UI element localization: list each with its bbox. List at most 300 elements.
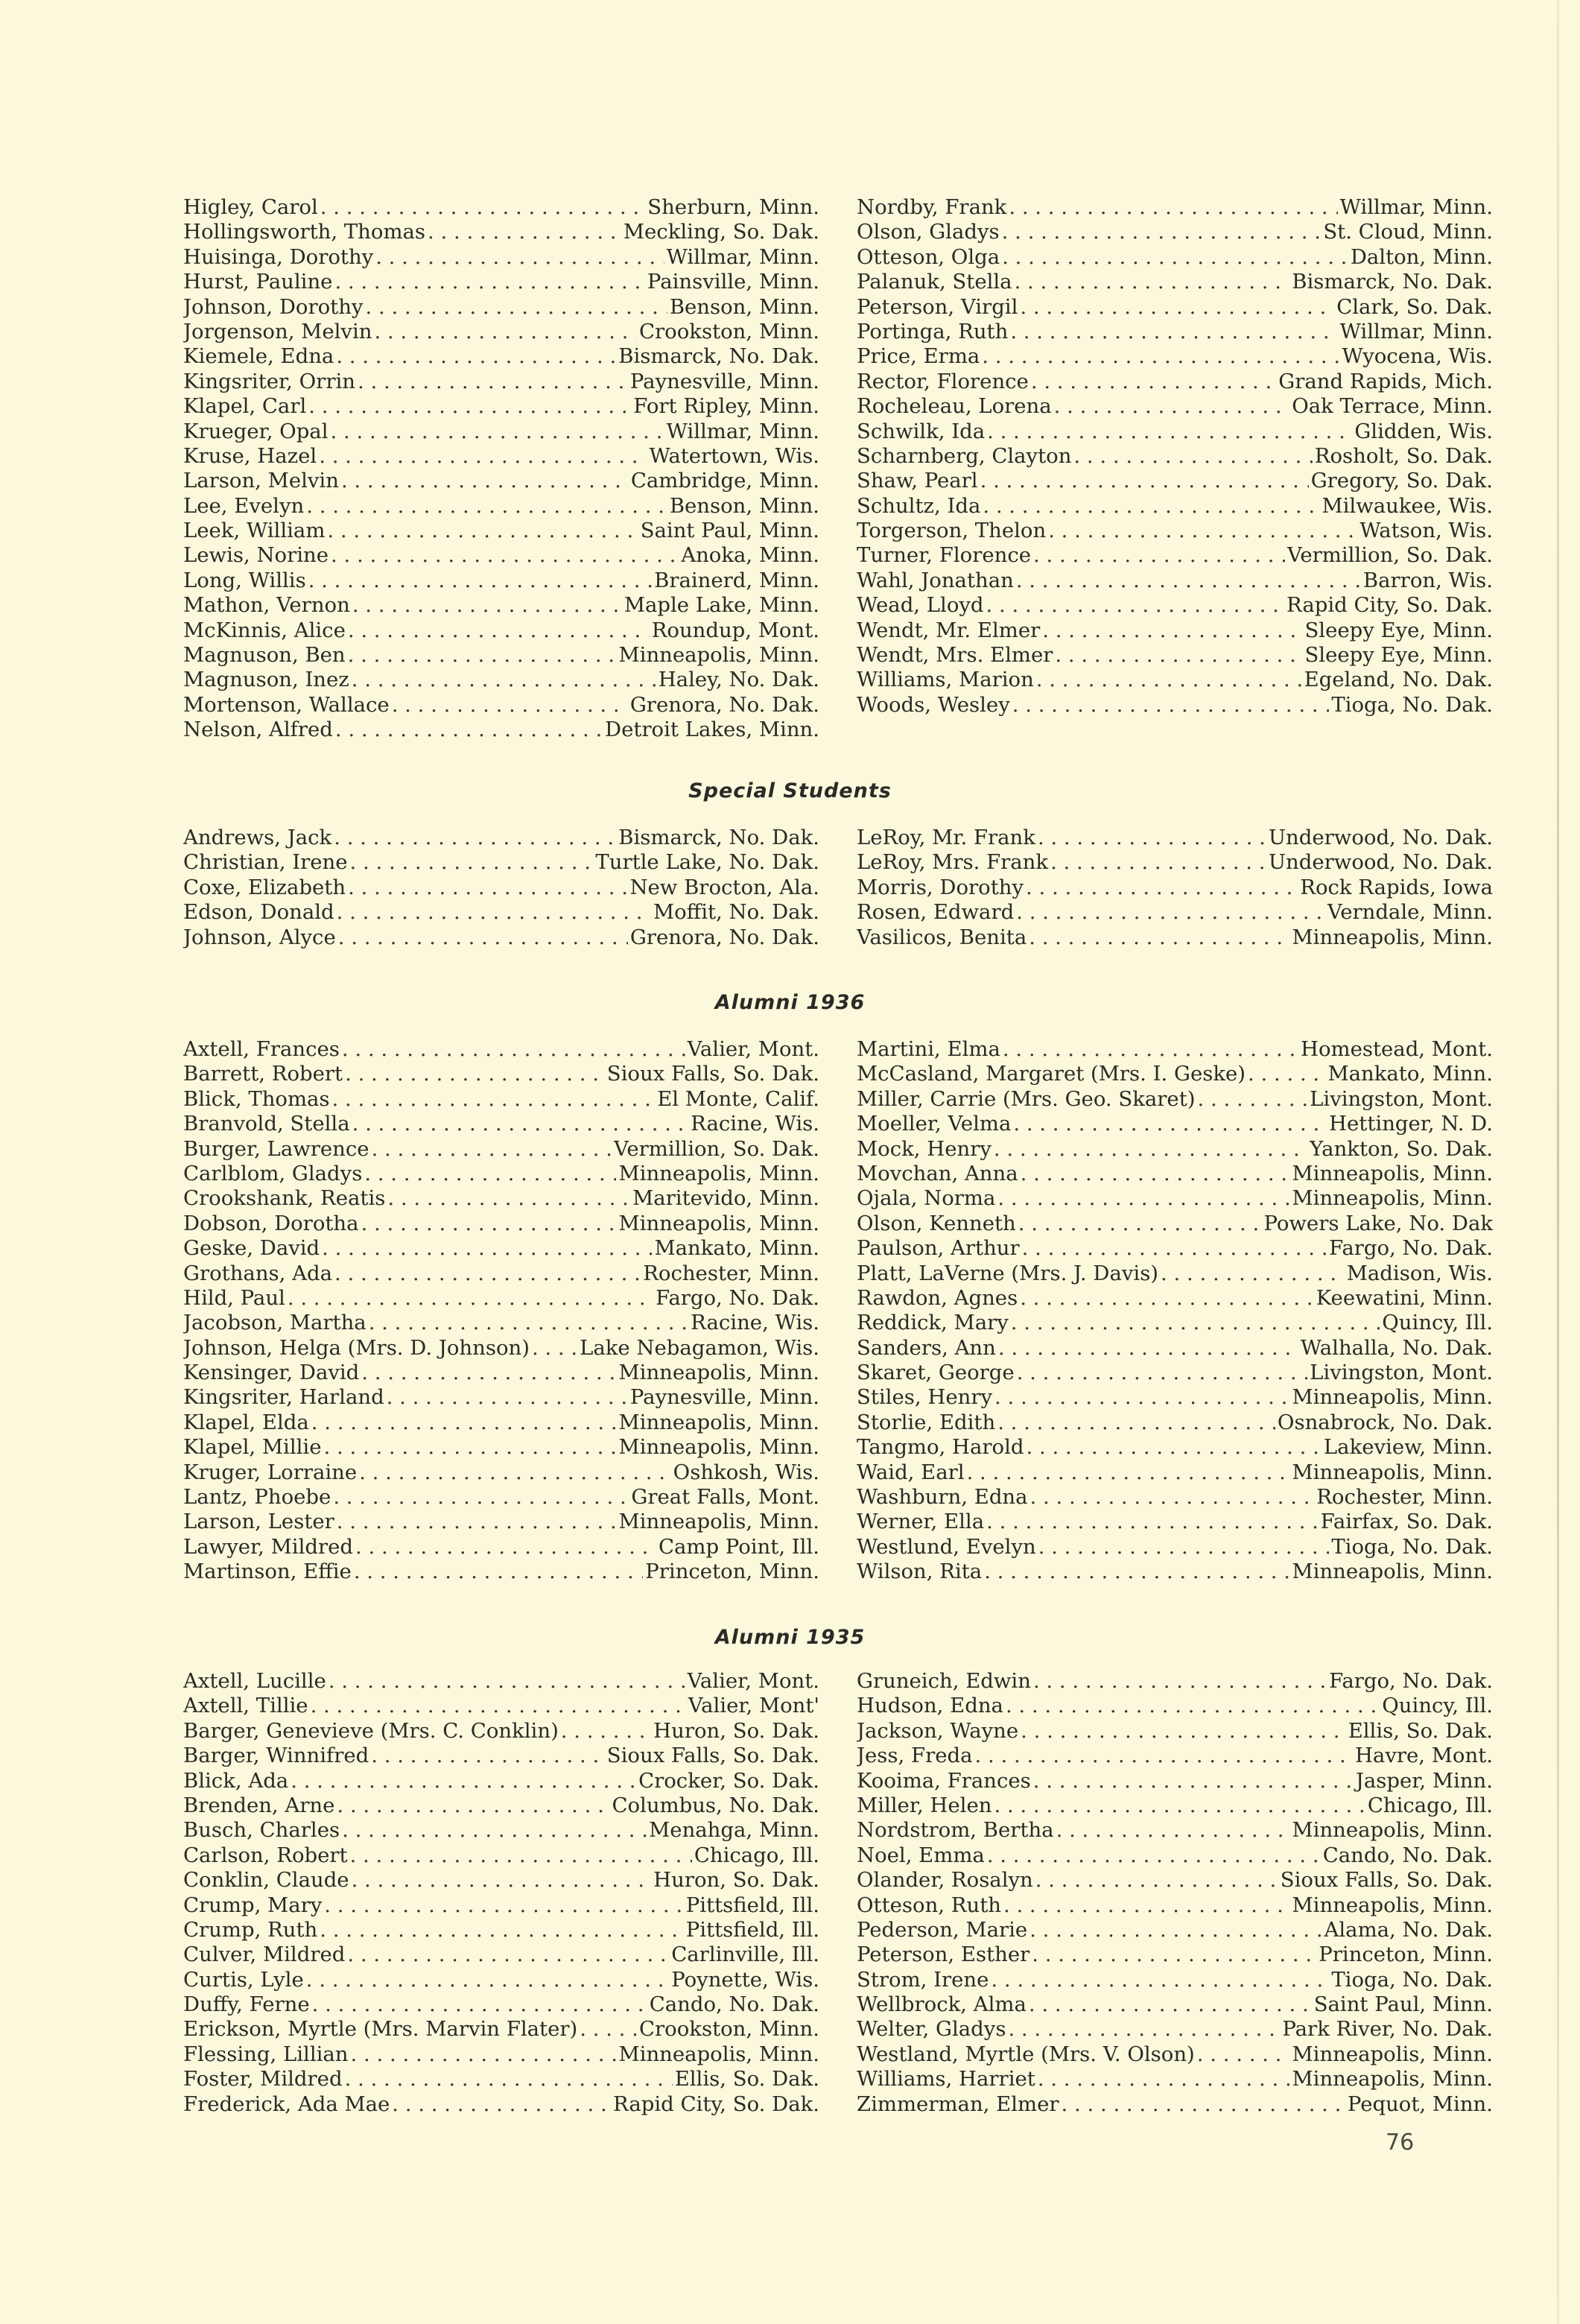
- entry-name: McCasland, Margaret (Mrs. I. Geske): [857, 1062, 1246, 1086]
- entry-hometown: Fort Ripley, Minn.: [633, 394, 819, 419]
- dot-leader: [324, 1893, 683, 1918]
- dot-leader: [337, 1510, 617, 1534]
- entry-name: Platt, LaVerne (Mrs. J. Davis): [857, 1261, 1159, 1285]
- dot-leader: [336, 344, 616, 369]
- entry-name: Krueger, Opal: [183, 419, 329, 443]
- directory-entry: [857, 2017, 1493, 2042]
- directory-entry: [857, 1410, 1493, 1435]
- entry-name: Olander, Rosalyn: [857, 1868, 1033, 1893]
- directory-entry: [857, 1510, 1493, 1534]
- directory-entry: [857, 1212, 1493, 1236]
- dot-leader: [308, 394, 631, 419]
- directory-entry: [183, 876, 819, 900]
- directory-entry: [857, 2042, 1493, 2067]
- directory-entry: [857, 1385, 1493, 1410]
- entry-hometown: Barron, Wis.: [1362, 568, 1493, 592]
- entry-hometown: Saint Paul, Minn.: [640, 519, 819, 543]
- entry-hometown: Minneapolis, Minn.: [618, 2042, 819, 2066]
- entry-hometown: Paynesville, Minn.: [629, 369, 819, 393]
- directory-entry: [857, 1435, 1493, 1460]
- directory-entry: [183, 718, 819, 742]
- entry-hometown: New Brocton, Ala.: [629, 875, 819, 899]
- entry-name: Long, Willis: [183, 568, 306, 592]
- directory-entry: [183, 1694, 819, 1718]
- entry-hometown: Carlinville, Ill.: [671, 1943, 819, 1967]
- entry-name: Nordstrom, Bertha: [857, 1818, 1054, 1843]
- entry-hometown: Powers Lake, No. Dak: [1263, 1211, 1493, 1235]
- dot-leader: [312, 1992, 647, 2017]
- directory-entry: [183, 394, 819, 419]
- entry-hometown: Fargo, No. Dak.: [656, 1285, 819, 1310]
- alumni-1935-section: [183, 1669, 1493, 2117]
- directory-entry: [857, 270, 1493, 294]
- directory-entry: [857, 494, 1493, 519]
- entry-name: Hurst, Pauline: [183, 270, 333, 294]
- directory-entry: [183, 618, 819, 643]
- directory-entry: [183, 1037, 819, 1062]
- dot-leader: [980, 469, 1309, 493]
- dot-leader: [1015, 270, 1290, 294]
- directory-entry: [857, 1087, 1493, 1112]
- entry-name: Blick, Thomas: [183, 1086, 330, 1111]
- entry-name: Leek, William: [183, 519, 326, 543]
- entry-hometown: Quincy, Ill.: [1382, 1694, 1493, 1718]
- entry-hometown: Madison, Wis.: [1346, 1261, 1493, 1285]
- entry-name: Erickson, Myrtle (Mrs. Marvin Flater): [183, 2017, 578, 2042]
- special-students-right-column: [857, 826, 1493, 950]
- dot-leader: [331, 543, 679, 568]
- entry-name: Turner, Florence: [857, 543, 1032, 568]
- directory-entry: [183, 1361, 819, 1385]
- entry-name: Moeller, Velma: [857, 1112, 1012, 1136]
- dot-leader: [369, 1311, 688, 1335]
- directory-entry: [857, 1162, 1493, 1186]
- entry-hometown: Racine, Wis.: [691, 1311, 819, 1335]
- dot-leader: [288, 1286, 653, 1311]
- entry-name: Peterson, Esther: [857, 1943, 1030, 1967]
- entry-name: Williams, Harriet: [857, 2067, 1035, 2092]
- dot-leader: [1033, 543, 1285, 568]
- directory-entry: [183, 220, 819, 244]
- entry-name: Curtis, Lyle: [183, 1967, 304, 1992]
- directory-entry: [857, 668, 1493, 692]
- entry-hometown: Minneapolis, Minn.: [618, 1410, 819, 1434]
- dot-leader: [1008, 2017, 1280, 2042]
- directory-entry: [857, 195, 1493, 220]
- entry-name: Mathon, Vernon: [183, 593, 350, 618]
- entry-name: Axtell, Tillie: [183, 1694, 308, 1718]
- entry-hometown: Crookston, Minn.: [639, 319, 819, 343]
- entry-hometown: Minneapolis, Minn.: [1292, 1893, 1493, 1917]
- entry-name: Wellbrock, Alma: [857, 1992, 1027, 2017]
- entry-name: Kingsriter, Harland: [183, 1385, 384, 1410]
- entry-hometown: Sioux Falls, So. Dak.: [606, 1062, 819, 1086]
- entry-hometown: Tioga, No. Dak.: [1331, 692, 1493, 717]
- entry-hometown: Valier, Mont': [688, 1694, 819, 1718]
- directory-entry: [857, 1460, 1493, 1485]
- directory-entry: [183, 1485, 819, 1510]
- entry-name: Frederick, Ada Mae: [183, 2092, 390, 2116]
- entry-name: Kiemele, Edna: [183, 344, 334, 369]
- entry-hometown: Willmar, Minn.: [1339, 319, 1493, 343]
- dot-leader: [372, 1137, 612, 1162]
- entry-name: Mortenson, Wallace: [183, 692, 390, 717]
- dot-leader: [322, 1236, 652, 1261]
- dot-leader: [332, 1087, 656, 1112]
- directory-entry: [857, 1137, 1493, 1162]
- entry-hometown: Minneapolis, Minn.: [1292, 2067, 1493, 2092]
- entry-hometown: Chicago, Ill.: [694, 1843, 819, 1867]
- directory-entry: [183, 1410, 819, 1435]
- dot-leader: [1062, 2092, 1345, 2117]
- entry-hometown: Vermillion, So. Dak.: [1286, 543, 1493, 568]
- entry-name: Storlie, Edith: [857, 1410, 996, 1434]
- directory-entry: [183, 1818, 819, 1843]
- directory-entry: [857, 1992, 1493, 2017]
- entry-hometown: Cando, No. Dak.: [649, 1992, 819, 2017]
- binding-crease: [1557, 0, 1559, 2324]
- entry-name: Rosen, Edward: [857, 900, 1015, 925]
- entry-name: Peterson, Virgil: [857, 294, 1018, 319]
- entry-hometown: Cando, No. Dak.: [1322, 1843, 1493, 1867]
- entry-hometown: Clark, So. Dak.: [1336, 294, 1493, 319]
- directory-entry: [183, 643, 819, 668]
- entry-name: Axtell, Frances: [183, 1037, 340, 1061]
- directory-entry: [183, 1112, 819, 1136]
- entry-name: Barrett, Robert: [183, 1062, 343, 1086]
- entry-name: Hollingsworth, Thomas: [183, 220, 426, 244]
- directory-entry: [183, 469, 819, 493]
- entry-name: Price, Erma: [857, 344, 980, 369]
- dot-leader: [341, 469, 629, 493]
- entry-hometown: Princeton, Minn.: [645, 1560, 819, 1584]
- directory-entry: [857, 693, 1493, 718]
- entry-hometown: Painsville, Minn.: [647, 270, 819, 294]
- dot-leader: [1029, 1918, 1322, 1943]
- entry-hometown: Tioga, No. Dak.: [1331, 1967, 1493, 1992]
- entry-hometown: Mankato, Minn.: [654, 1236, 819, 1261]
- directory-entry: [857, 925, 1493, 950]
- dot-leader: [982, 344, 1339, 369]
- dot-leader: [311, 1410, 617, 1435]
- entry-hometown: Jasper, Minn.: [1355, 1768, 1493, 1793]
- dot-leader: [994, 1793, 1365, 1818]
- entry-hometown: Huron, So. Dak.: [653, 1718, 819, 1743]
- entry-hometown: Minneapolis, Minn.: [618, 643, 819, 668]
- dot-leader: [364, 1162, 616, 1186]
- entry-hometown: Gregory, So. Dak.: [1310, 469, 1493, 493]
- dot-leader: [334, 826, 616, 850]
- entry-hometown: Dalton, Minn.: [1350, 244, 1493, 269]
- directory-entry: [857, 1694, 1493, 1718]
- entry-name: Washburn, Edna: [857, 1485, 1028, 1510]
- entry-name: Christian, Irene: [183, 850, 348, 875]
- directory-entry: [183, 826, 819, 850]
- entry-hometown: Rochester, Minn.: [643, 1261, 819, 1285]
- dot-leader: [350, 1843, 692, 1868]
- entry-name: Wendt, Mrs. Elmer: [857, 643, 1053, 668]
- page-number: 76: [1386, 2130, 1415, 2156]
- directory-entry: [183, 444, 819, 469]
- directory-entry: [183, 1137, 819, 1162]
- directory-entry: [183, 344, 819, 369]
- dot-leader: [324, 1435, 617, 1460]
- directory-entry: [183, 693, 819, 718]
- dot-leader: [348, 876, 627, 900]
- directory-entry: [857, 519, 1493, 543]
- class-list-right-column: [857, 195, 1493, 743]
- entry-hometown: Yankton, So. Dak.: [1310, 1136, 1493, 1161]
- entry-hometown: Crocker, So. Dak.: [638, 1768, 819, 1793]
- dot-leader: [335, 718, 603, 742]
- directory-entry: [857, 1311, 1493, 1335]
- entry-hometown: Detroit Lakes, Minn.: [605, 718, 819, 742]
- dot-leader: [1006, 1694, 1380, 1718]
- directory-entry: [183, 543, 819, 568]
- entry-name: Johnson, Helga (Mrs. D. Johnson): [183, 1335, 530, 1360]
- directory-entry: [183, 925, 819, 950]
- entry-name: Noel, Emma: [857, 1843, 985, 1867]
- dot-leader: [1042, 618, 1302, 643]
- entry-name: LeRoy, Mrs. Frank: [857, 850, 1049, 875]
- directory-entry: [857, 1769, 1493, 1793]
- dot-leader: [352, 1112, 689, 1136]
- alumni-1935-heading: Alumni 1935: [714, 1626, 866, 1649]
- directory-entry: [183, 2042, 819, 2067]
- entry-hometown: Willmar, Minn.: [666, 419, 819, 443]
- entry-name: Lawyer, Mildred: [183, 1534, 353, 1559]
- entry-hometown: Great Falls, Mont.: [631, 1485, 819, 1510]
- alumni-1936-heading: Alumni 1936: [714, 991, 866, 1014]
- class-list-section: [183, 195, 1493, 743]
- entry-hometown: Paynesville, Minn.: [629, 1385, 819, 1410]
- directory-entry: [183, 295, 819, 320]
- entry-hometown: Minneapolis, Minn.: [1292, 2042, 1493, 2066]
- entry-name: Lewis, Norine: [183, 543, 329, 568]
- directory-entry: [183, 1968, 819, 1992]
- entry-hometown: Vermillion, So. Dak.: [613, 1136, 819, 1161]
- entry-hometown: Crookston, Minn.: [639, 2017, 819, 2042]
- dot-leader: [987, 1843, 1321, 1868]
- entry-hometown: Sioux Falls, So. Dak.: [606, 1744, 819, 1768]
- entry-hometown: Glidden, Wis.: [1354, 419, 1493, 443]
- entry-hometown: Maple Lake, Minn.: [624, 593, 819, 618]
- entry-hometown: Sherburn, Minn.: [647, 195, 819, 219]
- entry-hometown: Rapid City, So. Dak.: [1286, 593, 1493, 618]
- dot-leader: [986, 593, 1284, 618]
- entry-hometown: Grenora, No. Dak.: [629, 692, 819, 717]
- entry-hometown: Hettinger, N. D.: [1329, 1112, 1493, 1136]
- special-students-section: [183, 826, 1493, 950]
- entry-name: Skaret, George: [857, 1361, 1015, 1385]
- directory-entry: [183, 1087, 819, 1112]
- dot-leader: [1021, 1719, 1346, 1744]
- directory-entry: [857, 593, 1493, 618]
- dot-leader: [1032, 1943, 1316, 1967]
- entry-name: Olson, Kenneth: [857, 1211, 1016, 1235]
- dot-leader: [355, 1535, 656, 1560]
- dot-leader: [428, 220, 621, 244]
- entry-hometown: Ellis, So. Dak.: [1348, 1718, 1493, 1743]
- dot-leader: [1038, 826, 1266, 850]
- entry-name: Crookshank, Reatis: [183, 1186, 386, 1211]
- entry-hometown: Princeton, Minn.: [1319, 1943, 1493, 1967]
- entry-name: Larson, Melvin: [183, 469, 339, 493]
- dot-leader: [561, 1719, 651, 1744]
- entry-hometown: Mankato, Minn.: [1327, 1062, 1493, 1086]
- entry-name: Kooima, Frances: [857, 1768, 1031, 1793]
- entry-name: Otteson, Ruth: [857, 1893, 1001, 1917]
- directory-entry: [183, 1943, 819, 1967]
- entry-name: Schwilk, Ida: [857, 419, 986, 443]
- dot-leader: [319, 444, 647, 469]
- entry-name: Palanuk, Stella: [857, 270, 1012, 294]
- directory-entry: [857, 1793, 1493, 1818]
- entry-name: Klapel, Elda: [183, 1410, 309, 1434]
- dot-leader: [374, 320, 637, 344]
- entry-hometown: Meckling, So. Dak.: [623, 220, 819, 244]
- entry-name: Brenden, Arne: [183, 1793, 335, 1817]
- dot-leader: [1010, 320, 1337, 344]
- entry-name: Movchan, Anna: [857, 1161, 1018, 1185]
- entry-hometown: Minneapolis, Minn.: [1292, 1186, 1493, 1211]
- directory-entry: [857, 2067, 1493, 2092]
- dot-leader: [997, 1186, 1289, 1211]
- dot-leader: [351, 2042, 617, 2067]
- entry-name: Waid, Earl: [857, 1460, 965, 1484]
- directory-entry: [857, 1893, 1493, 1918]
- entry-hometown: Livingston, Mont.: [1310, 1086, 1493, 1111]
- directory-entry: [857, 543, 1493, 568]
- entry-name: Woods, Wesley: [857, 692, 1010, 717]
- entry-name: Westlund, Evelyn: [857, 1534, 1036, 1559]
- dot-leader: [1002, 245, 1348, 270]
- dot-leader: [1050, 850, 1266, 875]
- entry-name: Kingsriter, Orrin: [183, 369, 355, 393]
- directory-entry: [857, 295, 1493, 320]
- dot-leader: [997, 1410, 1275, 1435]
- directory-entry: [183, 1261, 819, 1286]
- entry-hometown: Rapid City, So. Dak.: [613, 2092, 819, 2116]
- entry-name: McKinnis, Alice: [183, 618, 346, 642]
- directory-entry: [857, 1535, 1493, 1560]
- directory-entry: [857, 1261, 1493, 1286]
- entry-name: Branvold, Stella: [183, 1112, 350, 1136]
- entry-name: Westland, Myrtle (Mrs. V. Olson): [857, 2042, 1195, 2066]
- directory-entry: [857, 394, 1493, 419]
- entry-name: Axtell, Lucille: [183, 1669, 326, 1693]
- directory-entry: [183, 2092, 819, 2117]
- dot-leader: [1029, 925, 1289, 950]
- dot-leader: [387, 1385, 628, 1410]
- special-students-left-column: [183, 826, 819, 950]
- entry-hometown: Fairfax, So. Dak.: [1320, 1510, 1493, 1534]
- directory-entry: [183, 668, 819, 692]
- entry-hometown: Sleepy Eye, Minn.: [1304, 643, 1493, 668]
- directory-entry: [857, 419, 1493, 444]
- directory-entry: [857, 220, 1493, 244]
- dot-leader: [1009, 195, 1337, 220]
- dot-leader: [975, 1744, 1353, 1768]
- dot-leader: [311, 1694, 686, 1718]
- entry-name: Morris, Dorothy: [857, 875, 1024, 899]
- entry-hometown: Minneapolis, Minn.: [1292, 1161, 1493, 1185]
- directory-entry: [857, 1868, 1493, 1893]
- directory-entry: [857, 2092, 1493, 2117]
- dot-leader: [1011, 1311, 1380, 1335]
- entry-hometown: Minneapolis, Minn.: [618, 1361, 819, 1385]
- directory-entry: [183, 1918, 819, 1943]
- directory-entry: [857, 618, 1493, 643]
- directory-entry: [183, 1669, 819, 1694]
- dot-leader: [1020, 1286, 1314, 1311]
- directory-entry: [857, 1062, 1493, 1086]
- directory-entry: [183, 320, 819, 344]
- entry-name: Williams, Marion: [857, 668, 1034, 692]
- entry-name: Magnuson, Ben: [183, 643, 346, 668]
- dot-leader: [1022, 1236, 1327, 1261]
- directory-entry: [857, 1112, 1493, 1136]
- dot-leader: [375, 245, 664, 270]
- dot-leader: [1055, 643, 1302, 668]
- entry-hometown: Sioux Falls, So. Dak.: [1280, 1868, 1493, 1893]
- entry-hometown: Wyocena, Wis.: [1342, 344, 1493, 369]
- dot-leader: [1033, 1769, 1354, 1793]
- entry-hometown: Watertown, Wis.: [649, 443, 819, 468]
- directory-entry: [857, 1560, 1493, 1584]
- directory-entry: [857, 1485, 1493, 1510]
- entry-name: LeRoy, Mr. Frank: [857, 826, 1035, 849]
- dot-leader: [348, 643, 617, 668]
- entry-name: Lantz, Phoebe: [183, 1485, 331, 1510]
- directory-entry: [183, 593, 819, 618]
- alumni-1936-left-column: [183, 1037, 819, 1585]
- directory-entry: [183, 569, 819, 593]
- entry-name: Crump, Ruth: [183, 1917, 318, 1942]
- directory-entry: [183, 1212, 819, 1236]
- entry-name: Johnson, Alyce: [183, 925, 336, 949]
- entry-hometown: Underwood, No. Dak.: [1268, 850, 1493, 875]
- entry-hometown: Anoka, Minn.: [681, 543, 819, 568]
- entry-hometown: Fargo, No. Dak.: [1329, 1236, 1493, 1261]
- alumni-1936-right-column: [857, 1037, 1493, 1585]
- directory-entry: [183, 1336, 819, 1361]
- entry-name: Busch, Charles: [183, 1818, 340, 1843]
- dot-leader: [991, 1968, 1329, 1992]
- entry-name: Andrews, Jack: [183, 826, 332, 849]
- directory-entry: [183, 1992, 819, 2017]
- directory-entry: [857, 370, 1493, 394]
- entry-hometown: Homestead, Mont.: [1300, 1037, 1493, 1061]
- dot-leader: [361, 1361, 616, 1385]
- entry-name: Mock, Henry: [857, 1136, 992, 1161]
- entry-name: Scharnberg, Clayton: [857, 443, 1072, 468]
- entry-hometown: Quincy, Ill.: [1382, 1311, 1493, 1335]
- directory-entry: [857, 1336, 1493, 1361]
- directory-entry: [857, 1361, 1493, 1385]
- dot-leader: [1056, 1818, 1290, 1843]
- dot-leader: [352, 1868, 652, 1893]
- entry-hometown: Benson, Minn.: [669, 493, 819, 518]
- dot-leader: [994, 1385, 1289, 1410]
- entry-name: Reddick, Mary: [857, 1311, 1009, 1335]
- entry-hometown: Benson, Minn.: [669, 294, 819, 319]
- directory-entry: [183, 1286, 819, 1311]
- directory-entry: [857, 344, 1493, 369]
- entry-hometown: Bismarck, No. Dak.: [618, 344, 819, 369]
- entry-hometown: Camp Point, Ill.: [658, 1534, 819, 1559]
- entry-name: Magnuson, Inez: [183, 668, 349, 692]
